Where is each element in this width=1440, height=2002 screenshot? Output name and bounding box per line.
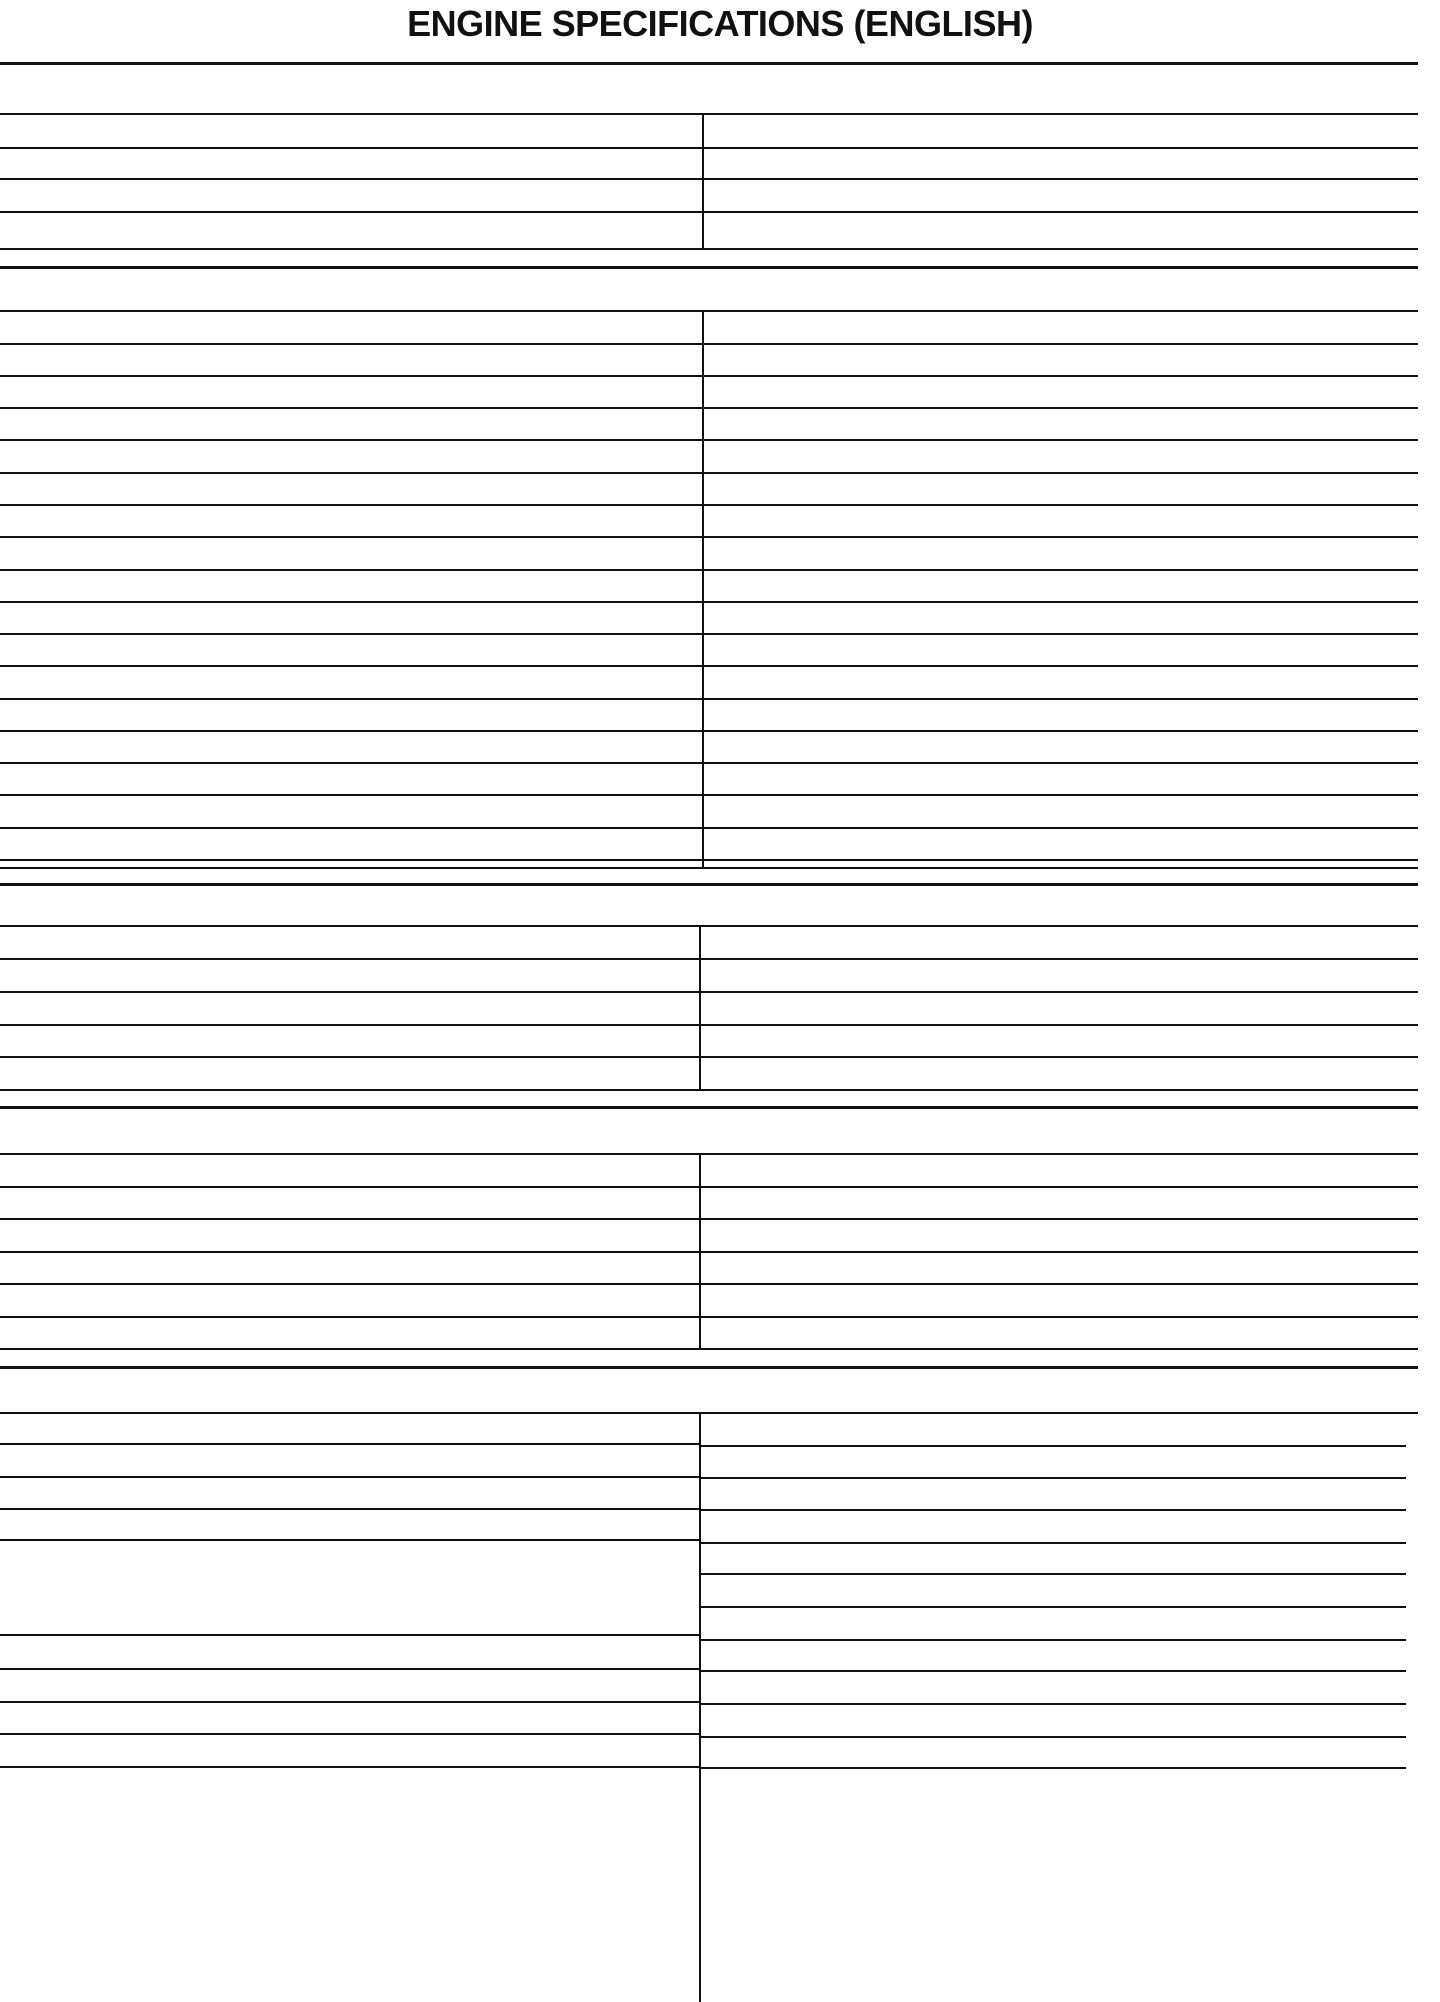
- row-divider: [0, 1218, 1418, 1220]
- row-divider: [0, 794, 1418, 796]
- row-divider: [0, 1024, 1418, 1026]
- row-divider: [0, 1106, 1418, 1109]
- row-divider: [0, 62, 1418, 65]
- row-divider: [699, 1542, 1407, 1544]
- row-divider: [0, 1701, 699, 1703]
- row-divider: [0, 1153, 1418, 1155]
- row-divider: [0, 1412, 1418, 1414]
- column-divider: [702, 113, 704, 248]
- row-divider: [0, 407, 1418, 409]
- row-divider: [0, 1186, 1418, 1188]
- row-divider: [0, 113, 1418, 115]
- column-divider: [699, 1153, 701, 1348]
- column-divider: [699, 1412, 701, 2002]
- row-divider: [0, 248, 1418, 250]
- row-divider: [0, 310, 1418, 312]
- row-divider: [0, 1634, 699, 1636]
- row-divider: [0, 1089, 1418, 1091]
- row-divider: [0, 958, 1418, 960]
- row-divider: [699, 1445, 1407, 1447]
- row-divider: [0, 762, 1418, 764]
- row-divider: [0, 859, 1418, 861]
- row-divider: [0, 991, 1418, 993]
- row-divider: [0, 1508, 699, 1510]
- column-divider: [699, 925, 701, 1089]
- row-divider: [0, 1668, 699, 1670]
- row-divider: [0, 472, 1418, 474]
- row-divider: [0, 601, 1418, 603]
- row-divider: [0, 867, 1418, 869]
- document-title: ENGINE SPECIFICATIONS (ENGLISH): [407, 3, 1033, 44]
- row-divider: [0, 536, 1418, 538]
- row-divider: [0, 266, 1418, 269]
- row-divider: [0, 827, 1418, 829]
- row-divider: [0, 633, 1418, 635]
- row-divider: [0, 665, 1418, 667]
- row-divider: [0, 1766, 699, 1768]
- row-divider: [699, 1767, 1407, 1769]
- row-divider: [0, 439, 1418, 441]
- row-divider: [0, 1251, 1418, 1253]
- row-divider: [0, 1283, 1418, 1285]
- row-divider: [0, 1733, 699, 1735]
- row-divider: [0, 698, 1418, 700]
- row-divider: [0, 1056, 1418, 1058]
- row-divider: [699, 1639, 1407, 1641]
- row-divider: [699, 1477, 1407, 1479]
- row-divider: [699, 1736, 1407, 1738]
- row-divider: [0, 569, 1418, 571]
- row-divider: [699, 1509, 1407, 1511]
- row-divider: [0, 883, 1418, 886]
- row-divider: [0, 1348, 1418, 1350]
- row-divider: [699, 1670, 1407, 1672]
- row-divider: [0, 1316, 1418, 1318]
- row-divider: [0, 178, 1418, 180]
- row-divider: [0, 343, 1418, 345]
- column-divider: [702, 310, 704, 866]
- row-divider: [0, 1539, 699, 1541]
- row-divider: [0, 1443, 699, 1445]
- row-divider: [0, 925, 1418, 927]
- row-divider: [0, 147, 1418, 149]
- row-divider: [0, 1476, 699, 1478]
- row-divider: [699, 1573, 1407, 1575]
- row-divider: [0, 375, 1418, 377]
- row-divider: [0, 211, 1418, 213]
- row-divider: [699, 1606, 1407, 1608]
- row-divider: [0, 1366, 1418, 1369]
- row-divider: [0, 504, 1418, 506]
- row-divider: [699, 1703, 1407, 1705]
- row-divider: [0, 730, 1418, 732]
